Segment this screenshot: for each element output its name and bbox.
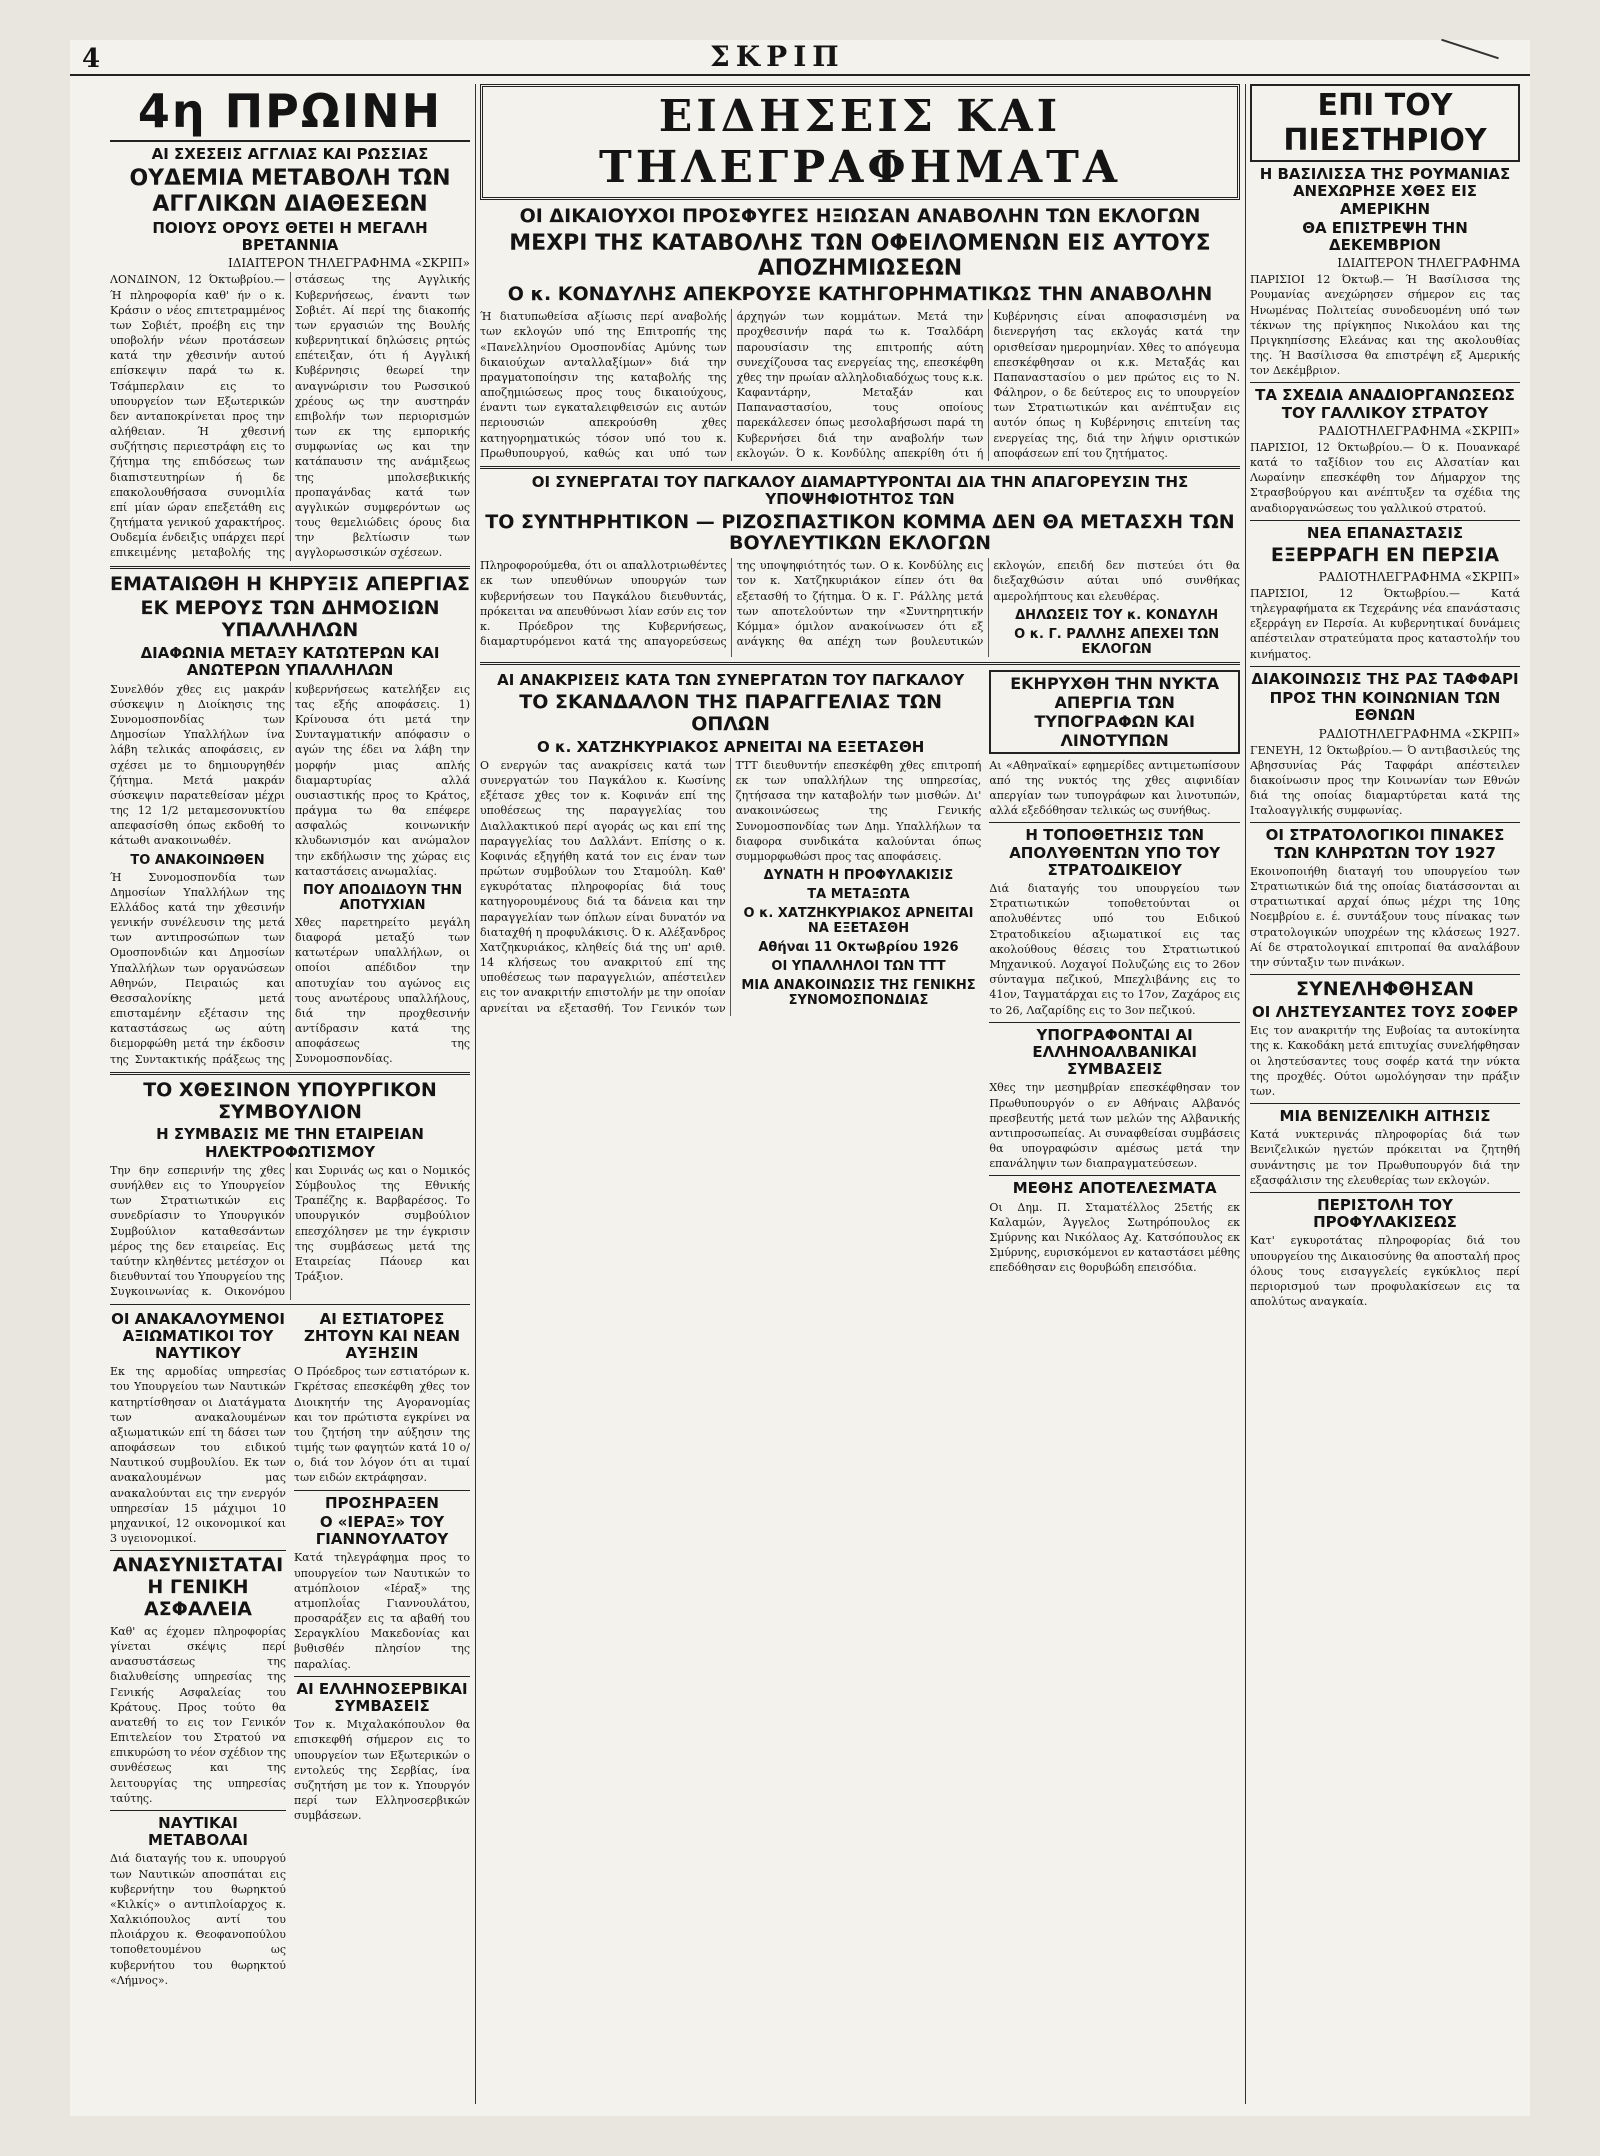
article-paragraph: Συνελθόν χθες εις μακράν σύσκεψιν η Διοίκησις της Συνομοσπονδίας των Δημοσίων Υπαλλήλων ίνα λάβη τελικάς αποφάσεις, εν σχέσει με το δημιουργηθέν ζήτημα. Μετά μακράν σύσκεψιν παρατεθείσαν μέχρι της 12 1/2 μεταμεσονυκτίου απεφασίσθη όπως εκδοθή το κάτωθι ανακοινωθέν. xyxy=(110,682,285,848)
article-headline: ΤΑ ΣΧΕΔΙΑ ΑΝΑΔΙΟΡΓΑΝΩΣΕΩΣ ΤΟΥ ΓΑΛΛΙΚΟΥ ΣΤΡΑΤΟΥ xyxy=(1255,386,1515,422)
article-body: Τον κ. Μιχαλακόπουλον θα επισκεφθή σήμερον εις το υπουργείον των Εξωτερικών ο εντολεύς της Σερβίας, ίνα συζητήση με τον κ. Υπουργόν περί των Ελληνοσερβικών συμβάσεων. xyxy=(294,1718,470,1823)
article-persia xyxy=(1250,525,1520,662)
article-ras-taffari xyxy=(1250,671,1520,819)
article-dateline: Αθήναι 11 Οκτωβρίου 1926 xyxy=(758,940,959,956)
article-headline: ΔΙΑΚΟΙΝΩΣΙΣ ΤΗΣ ΡΑΣ ΤΑΦΦΑΡΙ xyxy=(1251,669,1519,688)
article-headline: ΑΙ ΕΣΤΙΑΤΟΡΕΣ ΖΗΤΟΥΝ ΚΑΙ ΝΕΑΝ ΑΥΞΗΣΙΝ xyxy=(303,1309,461,1362)
article-subheadline: ΤΟ ΣΚΑΝΔΑΛΟΝ ΤΗΣ ΠΑΡΑΓΓΕΛΙΑΣ ΤΩΝ ΟΠΛΩΝ xyxy=(519,690,943,735)
article-subhead: Ο κ. ΧΑΤΖΗΚΥΡΙΑΚΟΣ ΑΡΝΕΙΤΑΙ ΝΑ ΕΞΕΤΑΣΘΗ xyxy=(743,906,974,937)
article-body: Κατ' εγκυροτάτας πληροφορίας διά του υπουργείου της Δικαιοσύνης θα αποσταλή προς όλους τους εισαγγελείς εγκύκλιος περί περιορισμού των προφυλακίσεων εις τα απολύτως αναγκαία. xyxy=(1250,1234,1520,1309)
article-french-army xyxy=(1250,387,1520,515)
article-headline: ΥΠΟΓΡΑΦΟΝΤΑΙ ΑΙ ΕΛΛΗΝΟΑΛΒΑΝΙΚΑΙ ΣΥΜΒΑΣΕΙΣ xyxy=(1032,1025,1197,1079)
article-subheadline: Ο κ. ΚΟΝΔΥΛΗΣ ΑΠΕΚΡΟΥΣΕ ΚΑΤΗΓΟΡΗΜΑΤΙΚΩΣ ΤΗΝ ΑΝΑΒΟΛΗΝ xyxy=(507,283,1213,306)
column-right xyxy=(1250,84,1520,1313)
article-headline: ΠΡΟΣΗΡΑΞΕΝ xyxy=(325,1493,439,1512)
article-pangalos-associates xyxy=(480,474,1240,657)
article-subheadline: ΠΟΙΟΥΣ ΟΡΟΥΣ ΘΕΤΕΙ Η ΜΕΓΑΛΗ ΒΡΕΤΑΝΝΙΑ xyxy=(152,218,428,255)
article-headline: ΣΥΝΕΛΗΦΘΗΣΑΝ xyxy=(1295,978,1474,1001)
article-arrests xyxy=(1250,979,1520,1099)
divider xyxy=(1250,520,1520,521)
article-subheadline: ΤΟ ΣΥΝΤΗΡΗΤΙΚΟΝ — ΡΙΖΟΣΠΑΣΤΙΚΟΝ ΚΟΜΜΑ ΔΕΝ ΘΑ ΜΕΤΑΣΧΗ ΤΩΝ ΒΟΥΛΕΥΤΙΚΩΝ ΕΚΛΟΓΩΝ xyxy=(485,510,1235,555)
divider xyxy=(1250,382,1520,383)
article-navy-officers xyxy=(110,1309,286,1992)
page-header xyxy=(70,40,1530,76)
article-strike xyxy=(110,574,470,1067)
article-headline: ΑΝΑΣΥΝΙΣΤΑΤΑΙ Η ΓΕΝΙΚΗ ΑΣΦΑΛΕΙΑ xyxy=(112,1554,284,1620)
article-headline: Η ΒΑΣΙΛΙΣΣΑ ΤΗΣ ΡΟΥΜΑΝΙΑΣ ΑΝΕΧΩΡΗΣΕ ΧΘΕΣ ΕΙΣ ΑΜΕΡΙΚΗΝ xyxy=(1259,165,1511,218)
article-headline: ΟΙ ΑΝΑΚΑΛΟΥΜΕΝΟΙ ΑΞΙΩΜΑΤΙΚΟΙ ΤΟΥ ΝΑΥΤΙΚΟΥ xyxy=(111,1309,285,1362)
divider xyxy=(989,1022,1240,1023)
article-paragraph: Ή Συνομοσπονδία των Δημοσίων Υπαλλήλων της Ελλάδος κατά την χθεσινήν γενικήν συνέλευσιν της μετά των αντιπροσώπων των Ομοσπονδιών και Δημοσίων Υπαλλήλων των οργανώσεων Αθηνών, Πειραιώς και Θεσσαλονίκης μετά επισταμένην εξέτασιν της καταστάσεως ως αύτη διεμορφώθη μετά την έκδοσιν της Συντακτικής πράξεως της κυβερνήσεως κατελήξεν εις τας εξής αποφάσεις. 1) Κρίνουσα ότι μετά την Συνταγματικήν απόφασιν ο αγών της έδει να λάβη την μορφήν μιας απλής διαμαρτυρίας αλλά ουσιαστικής προς το Κράτος, πράγμα τω θα επέφερε ασφαλώς κοινωνικήν κλυδωνισμόν και ανώμαλον την εκδήλωσιν της χώρας εις καταστάσεις ανωμαλίας. xyxy=(110,682,470,1066)
article-body: Οι Δημ. Π. Σταματέλλος 25ετής εκ Καλαμών, Άγγελος Σωτηρόπουλος εκ Σμύρνης και Νικόλαος Αχ. Κατσόπουλος εκ Σμύρνης, ευρισκόμενοι εν καταστάσει μέθης επεδόθησαν εις θορυβώδη επεισόδια. xyxy=(989,1200,1240,1275)
article-body: ΓΕΝΕΥΗ, 12 Όκτωβρίου.— Ό αντιβασιλεύς της Αβησσυνίας Ράς Ταφφάρι απέστειλεν διακοίνωσιν προς την Κοινωνίαν των Εθνών διά της οποίας διαμαρτύρεται κατά της Ιταλοαγγλικής συμφωνίας. xyxy=(1250,743,1520,818)
divider xyxy=(294,1490,470,1491)
article-subheadline: ΟΙ ΛΗΣΤΕΥΣΑΝΤΕΣ ΤΟΥΣ ΣΟΦΕΡ xyxy=(1252,1002,1518,1021)
article-body: Εκ της αρμοδίας υπηρεσίας του Υπουργείου των Ναυτικών κατηρτίσθησαν οι Διατάγματα των ανακαλουμένων αξιωματικών επί τη δάσει των αποφάσεων του ειδικού Ναυτικού συμβουλίου. Εκ των ανακαλουμένων μας ανακαλούνται εις την ενεργόν υπηρεσίαν 15 μάχιμοι 10 μηχανικοί, 12 οικονομικοί και 3 υγειονομικοί. xyxy=(110,1365,286,1546)
column-rule xyxy=(1245,84,1246,2104)
article-byline: ΡΑΔΙΟΤΗΛΕΓΡΑΦΗΜΑ «ΣΚΡΙΠ» xyxy=(1318,726,1520,741)
divider xyxy=(1250,1192,1520,1193)
article-refugees xyxy=(480,206,1240,461)
section-masthead: 4η ΠΡΩΙΝΗ xyxy=(110,84,470,142)
article-body: Κατά τηλεγράφημα προς το υπουργείον των Ναυτικών το ατμόπλοιον «Ιέραξ» της ατμοπλοΐας Γιαννουλάτου, προσαράξεν εις τα αβαθή του Σεραγκλίου Μακεδονίας και βυθισθέν πλησίον της παραλίας. xyxy=(294,1551,470,1671)
article-headline: ΟΙ ΣΤΡΑΤΟΛΟΓΙΚΟΙ ΠΙΝΑΚΕΣ ΤΩΝ ΚΛΗΡΩΤΩΝ ΤΟΥ 1927 xyxy=(1265,826,1505,862)
divider xyxy=(480,662,1240,665)
center-right-stack xyxy=(989,670,1240,1280)
article-body: Εκοινοποιήθη διαταγή του υπουργείου των Στρατιωτικών διά της οποίας διατάσσονται αι στρατιωτικαί αρχαί όπως μέχρι της 10ης Νοεμβρίου ε. έ. συντάξουν τους πίνακας των στρατολογικών υποχρέων της κλάσεως 1927. Αί δε στρατολογικαί επιτροπαί θα αναλάβουν την σύνταξιν των πινάκων. xyxy=(1250,864,1520,969)
article-body: Χθες την μεσημβρίαν επεσκέφθησαν τον Πρωθυπουργόν ο εν Αθήναις Αλβανός πρεσβευτής μετά των μελών της Αλβανικής αντιπροσωπείας. Αι συναφθείσαι συμβάσεις θα υπογραφώσιν αμέσως μετά την επανάληψιν των διαπραγματεύσεων. xyxy=(989,1081,1240,1171)
article-subhead: ΜΙΑ ΑΝΑΚΟΙΝΩΣΙΣ ΤΗΣ ΓΕΝΙΚΗΣ ΣΥΝΟΜΟΣΠΟΝΔΙΑΣ xyxy=(741,978,976,1009)
divider xyxy=(110,1810,286,1811)
divider xyxy=(989,1175,1240,1176)
article-headline: ΑΙ ΑΝΑΚΡΙΣΕΙΣ ΚΑΤΑ ΤΩΝ ΣΥΝΕΡΓΑΤΩΝ ΤΟΥ ΠΑΓΚΑΛΟΥ xyxy=(497,670,965,689)
divider xyxy=(1250,666,1520,667)
article-subheadline: ΕΞΕΡΡΑΓΗ ΕΝ ΠΕΡΣΙΑ xyxy=(1270,544,1500,567)
article-body: Διά διαταγής του κ. υπουργού των Ναυτικών αποσπάται εις κυβερνήτην του θωρηκτού «Κιλκίς» ο αντιπλοίαρχος κ. Χαλκιόπουλος αντί του πλοιάρχου κ. Θεοφανοπούλου τοποθετουμένου ως κυβερνήτου του θωρηκτού «Λήμνος». xyxy=(110,1852,286,1987)
article-paragraph: Ο ενεργών τας ανακρίσεις κατά των συνεργατών του Παγκάλου κ. Κωσίνης εξέτασε χθες τον κ. Κοφινάν επί της υποθέσεως της παραγγελίας του Διαλλακτικού περί αγοράς ως και επί της παραγγελίας του Δαλλάντ. Επίσης ο κ. Κοφινάς εξηγήθη κατά τον εις έναν των πρώτων συμβούλων του Σταμούλη. Καθ' εγκυρότατας πληροφορίας διά τους κατηγορουμένους διά τα δάνεια και την παραγγελίαν των όπλων είναι δυνατόν να διαταχθή η προφυλάκισις. Ό κ. Αλέξανδρος Χατζηκυριάκος, κληθείς διά της υπ' αριθ. 14 κλήσεως του ανακριτού επί της υποθέσεως των παραγγελιών, απέστειλεν εις τον ανακριτήν επιστολήν με την οποίαν αρνείται να εξετασθή. Τον Γενικόν των ΤΤΤ διευθυντήν επεσκέφθη χθες επιτροπή εκ των υπαλλήλων της υπηρεσίας, ζητήσασα την καταβολήν των μισθών. Δι' ανακοινώσεως της Γενικής Συνομοσπονδίας των Δημ. Υπαλλήλων τα διαφορα συνδικάτα καλούνται όπως συμμορφωθώσι προς τας αποφάσεις. xyxy=(480,758,982,1015)
article-body: Καθ' ας έχομεν πληροφορίας γίνεται σκέψις περί ανασυστάσεως της διαλυθείσης υπηρεσίας της Γενικής Ασφαλείας του Κράτους. Προς τούτο θα ανατεθή το εις τον Γενικόν Επιτελείον του Στρατού να επικυρώση το νέον σχέδιον της συνθέσεως και της λειτουργίας της υπηρεσίας ταύτης. xyxy=(110,1624,286,1805)
article-headline: ΕΜΑΤΑΙΩΘΗ Η ΚΗΡΥΞΙΣ ΑΠΕΡΓΙΑΣ xyxy=(110,572,470,595)
article-subhead: ΔΗΛΩΣΕΙΣ ΤΟΥ κ. ΚΟΝΔΥΛΗ xyxy=(1015,607,1219,623)
article-body xyxy=(480,758,981,1016)
article-subheadline: ΜΕΧΡΙ ΤΗΣ ΚΑΤΑΒΟΛΗΣ ΤΩΝ ΟΦΕΙΛΟΜΕΝΩΝ ΕΙΣ ΑΥΤΟΥΣ ΑΠΟΖΗΜΙΩΣΕΩΝ xyxy=(509,230,1211,282)
article-subheadline: Ο «ΙΕΡΑΞ» ΤΟΥ ΓΙΑΝΝΟΥΛΑΤΟΥ xyxy=(315,1512,449,1549)
article-byline: ΙΔΙΑΙΤΕΡΟΝ ΤΗΛΕΓΡΑΦΗΜΑ xyxy=(1337,256,1520,271)
article-headline: ΤΟ ΧΘΕΣΙΝΟΝ ΥΠΟΥΡΓΙΚΟΝ ΣΥΜΒΟΥΛΙΟΝ xyxy=(143,1078,437,1123)
newspaper-name: ΣΚΡΙΠ xyxy=(710,40,845,73)
divider xyxy=(1250,822,1520,823)
article-subheadline: ΠΡΟΣ ΤΗΝ ΚΟΙΝΩΝΙΑΝ ΤΩΝ ΕΘΝΩΝ xyxy=(1269,689,1501,725)
article-subheadline: ΔΙΑΦΩΝΙΑ ΜΕΤΑΞΥ ΚΑΤΩΤΕΡΩΝ ΚΑΙ ΑΝΩΤΕΡΩΝ ΥΠΑΛΛΗΛΩΝ xyxy=(140,644,440,680)
page-number: 4 xyxy=(82,44,101,74)
article-subhead: ΠΟΥ ΑΠΟΔΙΔΟΥΝ ΤΗΝ ΑΠΟΤΥΧΙΑΝ xyxy=(302,882,463,913)
article-conscription xyxy=(1250,827,1520,970)
article-body: Διά διαταγής του υπουργείου των Στρατιωτικών τοποθετούνται οι απολυθέντες υπό του Ειδικού Στρατοδικείου αξιωματικοί εις τας ακολούθους θέσεις του Στρατιωτικού Μηχανικού. Λοχαγοί Πολυζώης εις το 26ον σύνταγμα πεζικού, Μπεχλιβάνης εις το 41ον, Ταγματάρχαι εις το 17ον, Ζαχάρος εις το 26, Λαζαρίδης εις το 3ον πεζικού. xyxy=(989,882,1240,1017)
row-short-articles xyxy=(110,1309,470,1996)
article-subheadline: Ο κ. ΧΑΤΖΗΚΥΡΙΑΚΟΣ ΑΡΝΕΙΤΑΙ ΝΑ ΕΞΕΤΑΣΘΗ xyxy=(537,737,925,756)
article-body: Την 6ην εσπερινήν της χθες συνήλθεν εις το Υπουργείον των Στρατιωτικών εις συνεδρίασιν το Υπουργικόν Συμβούλιον καταθεσάντων μέρος της δεν εταιρείας. Εις ταύτην κληθέντες μετέσχον οι διευθυνταί του Υπουργείου της Συγκοινωνίας κ. Οικονόμου και Συρινάς ως και ο Νομικός Σύμβουλος της Εθνικής Τραπέζης κ. Βαρβαρέσος. Το υπουργικόν συμβούλιον επεσχόλησεν με την έγκρισιν της συμβάσεως μετά της Εταιρείας Πάουερ και Τράξιον. xyxy=(110,1163,470,1299)
article-body: ΛΟΝΔΙΝΟΝ, 12 Όκτωβρίου.— Ή πληροφορία καθ' ήν ο κ. Κράσιν ο νέος επιτετραμμένος των Σοβιέτ, προέβη εις την υποβολήν νέων προτάσεων κατά την χθεσινήν αυτού επίσκεψιν παρά τω κ. Τσάμπερλαιν εις το υπουργείον των Εξωτερικών δεν ανταποκρίνεται προς την αλήθειαν. Ή χθεσινή συζήτησις περιεστράφη εις το ζήτημα της επιδόσεως των διαπιστευτηρίων ή δε επακολουθήσασα συνομιλία επί μίαν ώραν επεξετάθη εις ζητήματα γενικού χαρακτήρος. Ουδεμία ένδειξις υπάρχει περί επικειμένης μεταβολής της στάσεως της Αγγλικής Κυβερνήσεως, έναντι των Σοβιέτ. Αί περί της διακοπής των εργασιών της Βουλής κυβερνητικαί δηλώσεις ρητώς επέτειξαν, ότι ή Αγγλική Κυβέρνησις θεωρεί την αναγνώρισιν του Ρωσσικού χρέους ως την αυστηράν επιβολήν των περιορισμών των εκ της εμπορικής συμφωνίας ως και την κατάπαυσιν της ανάμιξεως της μπολσεβικικής προπαγάνδας κατά των αγγλικών συμφερόντων ως τους θεμελιώδεις όρους δια την βελτίωσιν των αγγλορωσσικών σχέσεων. xyxy=(110,273,470,560)
article-headline: ΟΙ ΣΥΝΕΡΓΑΤΑΙ ΤΟΥ ΠΑΓΚΑΛΟΥ ΔΙΑΜΑΡΤΥΡΟΝΤΑΙ ΔΙΑ ΤΗΝ ΑΠΑΓΟΡΕΥΣΙΝ ΤΗΣ ΥΠΟΨΗΦΙΟΤΗΤΟΣ ΤΩΝ xyxy=(531,473,1189,509)
article-headline: ΝΑΥΤΙΚΑΙ ΜΕΤΑΒΟΛΑΙ xyxy=(148,1813,248,1850)
article-paragraph: Πληροφορούμεθα, ότι οι απαλλοτριωθέντες εκ των υπευθύνων υπουργών των κυβερνήσεων του Παγκάλου διευθυντάς, πρόκειται να απευθύνωσι λίαν εσύν εις τον κ. Πρόεδρον της Κυβερνήσεως, διαμαρτυρόμενοι κατά της απαγορεύσεως της υποψηφιότητός των. Ο κ. Κονδύλης εις τον κ. Χατζηκυριάκον είπεν ότι θα εξετασθή το ζήτημα. Ό κ. Γ. Ράλλης μετά των αποτελούντων την «Συντηρητικήν Κόμμα» όμιλον ανακοίνωσεν ότι εξ ανάγκης θα απέχη των βουλευτικών εκλογών, επειδή δεν πιστεύει ότι θα διεξαχθώσιν αύται υπό συνθήκας αμερολήπτους και ελευθέρας. xyxy=(480,559,1240,649)
article-byline: ΙΔΙΑΙΤΕΡΟΝ ΤΗΛΕΓΡΑΦΗΜΑ «ΣΚΡΙΠ» xyxy=(228,256,470,271)
article-body: ΠΑΡΙΣΙΟΙ, 12 Όκτωβρίου.— Κατά τηλεγραφήματα εκ Τεχεράνης νέα επανάστασις εξερράγη εν Περσία. Αι κυβερνητικαί δυνάμεις απέστειλαν στρατεύματα προς καταστολήν του κινήματος. xyxy=(1250,586,1520,661)
article-body xyxy=(110,682,470,1067)
article-restaurateurs xyxy=(294,1309,470,1992)
article-headline: ΝΕΑ ΕΠΑΝΑΣΤΑΣΙΣ xyxy=(1306,523,1464,542)
article-body: ΠΑΡΙΣΙΟΙ 12 Όκτωβ.— Ή Βασίλισσα της Ρουμανίας ανεχώρησεν σήμερον εις τας Ηνωμένας Πολιτείας συνοδευομένη υπό των τέκνων της πρίγκηπος Νικολάου και της Πριγκηπίσσης Ελεάνας και της ακολουθίας της. Ή Βασίλισσα θα επιστρέψη εξ Αμερικής τον Δεκέμβριον. xyxy=(1250,273,1520,378)
article-subheadline: ΘΑ ΕΠΙΣΤΡΕΨΗ ΤΗΝ ΔΕΚΕΜΒΡΙΟΝ xyxy=(1302,218,1468,254)
article-subheadline: ΕΚ ΜΕΡΟΥΣ ΤΩΝ ΔΗΜΟΣΙΩΝ ΥΠΑΛΛΗΛΩΝ xyxy=(140,597,440,642)
article-subhead: Ο κ. Γ. ΡΑΛΛΗΣ ΑΠΕΧΕΙ ΤΩΝ ΕΚΛΟΓΩΝ xyxy=(1014,626,1220,657)
divider xyxy=(110,566,470,569)
article-subhead: ΤΟ ΑΝΑΚΟΙΝΩΘΕΝ xyxy=(130,852,265,868)
article-byline: ΡΑΔΙΟΤΗΛΕΓΡΑΦΗΜΑ «ΣΚΡΙΠ» xyxy=(1318,423,1520,438)
article-body xyxy=(480,558,1240,657)
article-body: Ή διατυπωθείσα αξίωσις περί αναβολής των εκλογών υπό της Επιτροπής της «Πανελληνίου Ομοσπονδίας Αμύνης των δικαιούχων ανταλλαξίμων» διά την πραγματοποίησιν της καταβολής της αποζημιώσεως προς τους δικαιούχους, έναντι των εγκαταλειφθεισών εις αυτών περιουσιών απεκρούσθη χθες κατηγορηματικώς τόσον υπό του κ. Πρωθυπουργού, καθώς και υπό των άρχηγών των κομμάτων. Μετά την προχθεσινήν παρά τω κ. Τσαλδάρη παρουσίασιν της επιτροπής αύτη συνεχίζουσα τας ενεργείας της, επεσκέφθη χθες την πρωίαν αλληλοδιαδόχως τους κ.κ. Καφαντάρην, Μεταξάν και Παπαναστασίου, τους οποίους παρεκάλεσεν όπως μεσολαβήσωσι παρά τη Κυβερνήσει διά την αναβολήν των εκλογών. Ό κ. Κονδύλης απεκρίθη ότι ή Κυβέρνησις είναι αποφασισμένη να διενεργήση τας εκλογάς κατά την ορισθείσαν ημερομηνίαν. Χθες το απόγευμα επεσκέφθησαν οι κ.κ. Μεταξάς και Παπαναστασίου ο μεν πρώτος εις το Ν. Φάληρον, ο δε δεύτερος εις το υπουργείον των Στρατιωτικών και ανέπτυξαν εις αυτόν όπως η Κυβέρνησις επιτείνη τας ενεργείας της, διά την λήψιν οριστικών αποφάσεων επί του ζητήματος. xyxy=(480,310,1240,460)
article-subhead: ΔΥΝΑΤΗ Η ΠΡΟΦΥΛΑΚΙΣΙΣ xyxy=(763,868,954,884)
divider xyxy=(110,1304,470,1305)
divider xyxy=(480,466,1240,469)
divider xyxy=(989,822,1240,823)
article-cabinet xyxy=(110,1080,470,1300)
article-subhead: ΤΑ ΜΕΤΑΞΩΤΑ xyxy=(807,887,910,903)
article-headline: ΠΕΡΙΣΤΟΛΗ ΤΟΥ ΠΡΟΦΥΛΑΚΙΣΕΩΣ xyxy=(1313,1195,1457,1232)
article-byline: ΡΑΔΙΟΤΗΛΕΓΡΑΦΗΜΑ «ΣΚΡΙΠ» xyxy=(1318,569,1520,584)
article-subheadline: Η ΣΥΜΒΑΣΙΣ ΜΕ ΤΗΝ ΕΤΑΙΡΕΙΑΝ ΗΛΕΚΤΡΟΦΩΤΙΣΜΟΥ xyxy=(156,1125,424,1161)
article-detention xyxy=(1250,1197,1520,1309)
article-body: Εις τον ανακριτήν της Ευβοίας τα αυτοκίνητα της κ. Κακοδάκη μετά επιτυχίας συνελήφθησαν οι ληστεύσαντες τους σοφέρ κατά την νύκτα της προχθές. Ούτοι ωμολόγησαν την πράξιν των. xyxy=(1250,1024,1520,1098)
article-investigations xyxy=(480,670,981,1280)
article-body: Κατά νυκτερινάς πληροφορίας διά των Βενιζελικών ηγετών πρόκειται να ζητηθή συνάντησις με τον Πρωθυπουργόν διά την εξασφάλισιν της ελευθερίας των εκλογών. xyxy=(1250,1128,1520,1187)
column-rule xyxy=(475,84,476,2104)
article-body: ΠΑΡΙΣΙΟΙ, 12 Όκτωβρίου.— Ό κ. Πουανκαρέ κατά το ταξίδιον του εις Αλσατίαν και Λωραίνην επεσκέφθη τον Δήμαρχον της Στρασβούργου και ανέπτυξεν τα σχέδια της αναδιοργανώσεως του γαλλικού στρατού. xyxy=(1250,440,1520,515)
article-body: Αι «Αθηναϊκαί» εφημερίδες αντιμετωπίσουν από της νυκτός της χθες αιφνιδίαν απεργίαν των τυπογράφων και λινοτυπών, αλλά εξεδόθησαν τελικώς ως συνήθως. xyxy=(989,758,1240,818)
article-subhead: ΟΙ ΥΠΑΛΛΗΛΟΙ ΤΩΝ ΤΤΤ xyxy=(771,959,946,975)
divider xyxy=(1250,1103,1520,1104)
article-venizelist xyxy=(1250,1108,1520,1188)
article-headline: ΑΙ ΕΛΛΗΝΟΣΕΡΒΙΚΑΙ ΣΥΜΒΑΣΕΙΣ xyxy=(296,1679,468,1715)
row-center-lower xyxy=(480,670,1240,1280)
article-anglo-russian xyxy=(110,146,470,561)
newspaper-page xyxy=(70,40,1530,2116)
divider xyxy=(294,1676,470,1677)
article-headline: ΜΕΘΗΣ ΑΠΟΤΕΛΕΣΜΑΤΑ xyxy=(1012,1179,1217,1198)
article-headline: ΜΙΑ ΒΕΝΙΖΕΛΙΚΗ ΑΙΤΗΣΙΣ xyxy=(1279,1107,1491,1126)
article-queen-romania xyxy=(1250,166,1520,378)
section-masthead: ΕΠΙ ΤΟΥ ΠΙΕΣΤΗΡΙΟΥ xyxy=(1250,84,1520,162)
article-headline: ΟΥΔΕΜΙΑ ΜΕΤΑΒΟΛΗ ΤΩΝ ΑΓΓΛΙΚΩΝ ΔΙΑΘΕΣΕΩΝ xyxy=(129,166,451,217)
article-body: Ο Πρόεδρος των εστιατόρων κ. Γκρέτσας επεσκέφθη χθες τον Διοικητήν της Αγορανομίας και τον πρώτιστα εγκρίνει να του ζητήση την αύξησιν της τιμής των φαγητών κατά 10 ο/ο, διά τον λόγον ότι αι τιμαί των ειδών εκτράφησαν. xyxy=(294,1365,470,1485)
article-kicker: ΑΙ ΣΧΕΣΕΙΣ ΑΓΓΛΙΑΣ ΚΑΙ ΡΩΣΣΙΑΣ xyxy=(151,145,429,163)
section-masthead: ΕΙΔΗΣΕΙΣ ΚΑΙ ΤΗΛΕΓΡΑΦΗΜΑΤΑ xyxy=(480,84,1240,200)
divider xyxy=(110,1072,470,1075)
article-paragraph: Χθες παρετηρείτο μεγάλη διαφορά μεταξύ των κατωτέρων υπαλλήλων, οι οποίοι απέδιδον την αποτυχίαν του αγώνος εις τους ανωτέρους υπαλλήλους, διά την προχθεσινήν αντίδρασιν κατά της αποφάσεως της Συνομοσπονδίας. xyxy=(295,915,470,1066)
divider xyxy=(1250,974,1520,975)
article-headline: ΕΚΗΡΥΧΘΗ ΤΗΝ ΝΥΚΤΑ ΑΠΕΡΓΙΑ ΤΩΝ ΤΥΠΟΓΡΑΦΩΝ ΚΑΙ ΛΙΝΟΤΥΠΩΝ xyxy=(989,670,1240,754)
corner-mark xyxy=(1441,39,1499,59)
article-headline: ΟΙ ΔΙΚΑΙΟΥΧΟΙ ΠΡΟΣΦΥΓΕΣ ΗΞΙΩΣΑΝ ΑΝΑΒΟΛΗΝ ΤΩΝ ΕΚΛΟΓΩΝ xyxy=(519,205,1201,227)
column-center xyxy=(480,84,1240,1280)
article-headline: Η ΤΟΠΟΘΕΤΗΣΙΣ ΤΩΝ ΑΠΟΛΥΘΕΝΤΩΝ ΥΠΟ ΤΟΥ ΣΤΡΑΤΟΔΙΚΕΙΟΥ xyxy=(1009,826,1221,879)
column-left xyxy=(110,84,470,1996)
divider xyxy=(110,1550,286,1551)
